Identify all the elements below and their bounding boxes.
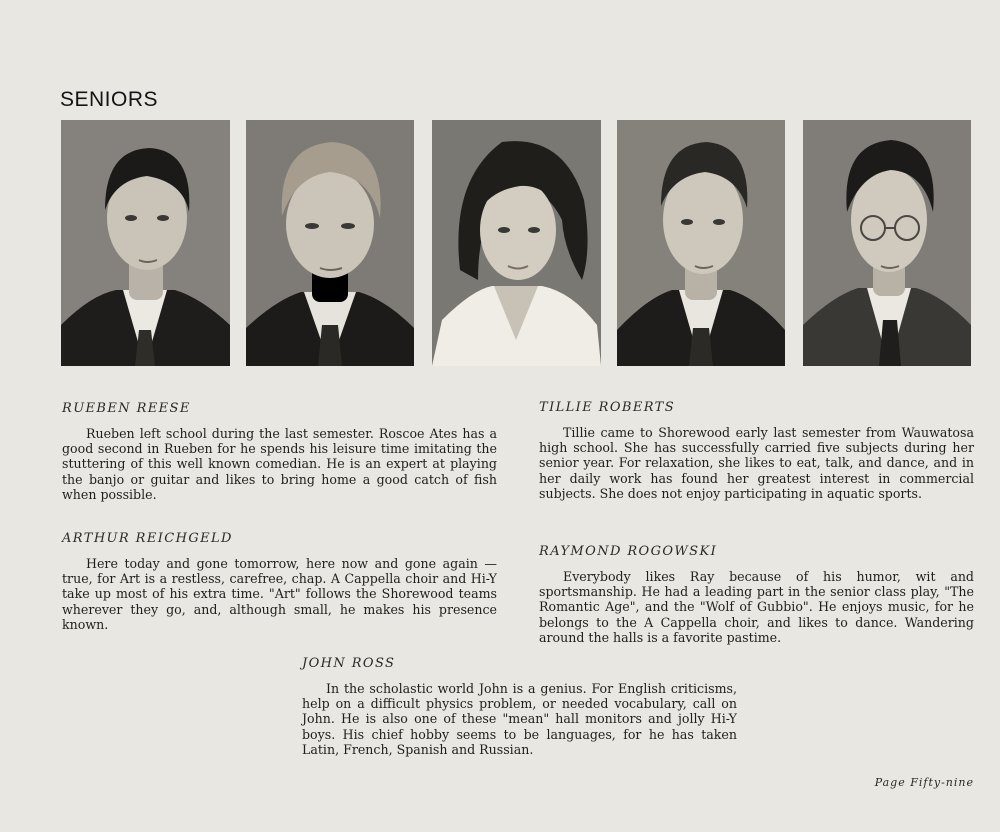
student-bio: In the scholastic world John is a genius. For English criticisms, help on a difficult physics problem, or needed vocabulary, call on John. He is also one of these "mean" hall monitors and jolly Hi-Y boys. His chief hobby seems to be languages, for he has taken Latin, French, Spanish and Russian. <box>302 681 737 757</box>
student-name: JOHN ROSS <box>302 656 396 671</box>
portrait-photo <box>803 120 971 366</box>
student-name: ARTHUR REICHGELD <box>62 531 233 546</box>
bio-entry-roberts <box>539 400 974 501</box>
student-bio: Rueben left school during the last semester. Roscoe Ates has a good second in Rueben for he spends his leisure time imitating the stuttering of this well known comedian. He is an expert at playing the banjo or guitar and likes to bring home a good catch of fish when possible. <box>62 426 497 502</box>
portrait-tillie-roberts-image <box>432 120 601 366</box>
student-name: RAYMOND ROGOWSKI <box>539 544 718 559</box>
student-bio: Everybody likes Ray because of his humor, wit and sportsmanship. He had a leading part in the senior class play, "The Romantic Age", and the "Wolf of Gubbio". He enjoys music, for he belongs to the A Cappella choir, and likes to dance. Wandering around the halls is a favorite pastime. <box>539 569 974 645</box>
portrait-rueben-reese-image <box>61 120 230 366</box>
portrait-photo <box>61 120 230 366</box>
bio-entry-ross <box>302 656 737 757</box>
portrait-raymond-rogowski-image <box>617 120 785 366</box>
page-number: Page Fifty-nine <box>874 776 974 789</box>
bio-entry-rogowski <box>539 544 974 645</box>
portrait-photo <box>617 120 785 366</box>
student-name: RUEBEN REESE <box>62 401 191 416</box>
portrait-john-ross-image <box>803 120 971 366</box>
page-title: SENIORS <box>60 88 159 112</box>
bio-entry-reese <box>62 401 497 502</box>
bio-entry-reichgeld <box>62 531 497 632</box>
portrait-photo <box>246 120 414 366</box>
portrait-arthur-reichgeld-image <box>246 120 414 366</box>
portrait-photo <box>432 120 601 366</box>
student-name: TILLIE ROBERTS <box>539 400 676 415</box>
student-bio: Tillie came to Shorewood early last semester from Wauwatosa high school. She has successfully carried five subjects during her senior year. For relaxation, she likes to eat, talk, and dance, and in her daily work has found her greatest interest in commercial subjects. She does not enjoy participating in aquatic sports. <box>539 425 974 501</box>
student-bio: Here today and gone tomorrow, here now and gone again — true, for Art is a restless, carefree, chap. A Cappella choir and Hi-Y take up most of his extra time. "Art" follows the Shorewood teams wherever they go, and, although small, he makes his presence known. <box>62 556 497 632</box>
